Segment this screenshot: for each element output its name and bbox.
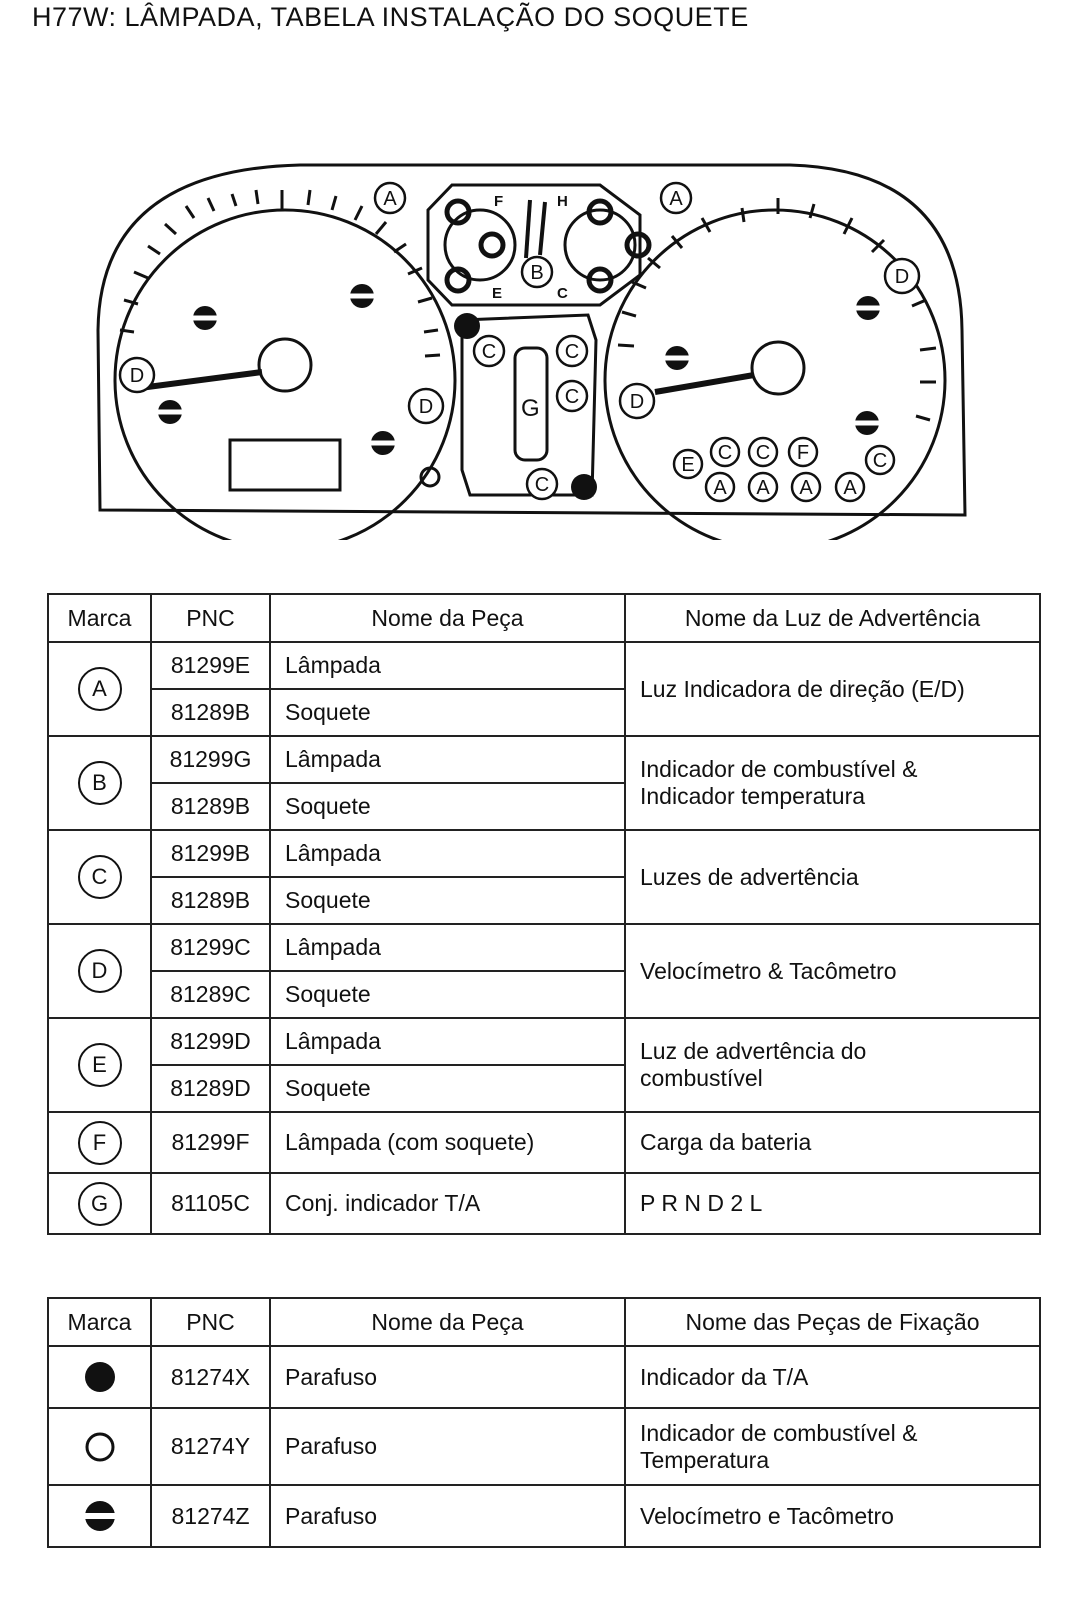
part-name-cell: Soquete — [270, 783, 625, 830]
mark-g: G — [78, 1182, 122, 1226]
callout-A — [749, 473, 777, 501]
warning-light-cell: Luz Indicadora de direção (E/D) — [625, 642, 1040, 736]
lcd-display — [230, 440, 340, 490]
part-name-cell: Soquete — [270, 877, 625, 924]
pnc-cell: 81274X — [151, 1346, 270, 1408]
part-name-cell: Lâmpada — [270, 924, 625, 971]
cluster-housing — [98, 165, 965, 515]
col-header-mark: Marca — [48, 594, 151, 642]
part-name-cell: Soquete — [270, 1065, 625, 1112]
callout-D — [620, 384, 654, 418]
part-name-cell: Soquete — [270, 689, 625, 736]
warning-light-cell: Indicador de combustível & Indicador temperatura — [625, 736, 1040, 830]
warning-light-cell: Carga da bateria — [625, 1112, 1040, 1173]
col-header-mark: Marca — [48, 1298, 151, 1346]
svg-text:F: F — [796, 442, 810, 464]
callout-C — [711, 438, 739, 466]
svg-text:E: E — [681, 454, 695, 476]
page-title: H77W: LÂMPADA, TABELA INSTALAÇÃO DO SOQUETE — [32, 2, 749, 32]
open-circle-icon — [82, 1429, 118, 1465]
mark-d: D — [78, 949, 122, 993]
pnc-cell: 81274Y — [151, 1408, 270, 1485]
svg-text:A: A — [383, 188, 397, 210]
pnc-cell: 81299G — [151, 736, 270, 783]
part-name-cell: Lâmpada — [270, 1018, 625, 1065]
callout-E — [674, 450, 702, 478]
speedometer-ticks — [618, 198, 936, 420]
callout-A — [792, 473, 820, 501]
tachometer-ticks — [120, 190, 440, 356]
col-header-pnc: PNC — [151, 1298, 270, 1346]
warning-light-cell: Luzes de advertência — [625, 830, 1040, 924]
svg-text:A: A — [713, 477, 727, 499]
callout-A — [836, 473, 864, 501]
pnc-cell: 81289B — [151, 877, 270, 924]
svg-text:C: C — [481, 341, 497, 363]
table-row — [48, 1408, 1040, 1485]
svg-text:D: D — [129, 365, 145, 387]
part-name-cell: Conj. indicador T/A — [270, 1173, 625, 1234]
pnc-cell: 81289B — [151, 783, 270, 830]
table-row — [48, 1346, 1040, 1408]
part-name-cell: Lâmpada — [270, 736, 625, 783]
pnc-cell: 81289B — [151, 689, 270, 736]
part-name-cell: Parafuso — [270, 1408, 625, 1485]
gauge-letter-C: C — [557, 285, 568, 302]
slotted-screws — [158, 284, 880, 455]
callout-C — [474, 336, 504, 366]
mark-a: A — [78, 667, 122, 711]
svg-text:A: A — [799, 477, 813, 499]
col-header-part-name: Nome da Peça — [270, 1298, 625, 1346]
pnc-cell: 81299D — [151, 1018, 270, 1065]
warning-light-cell: Luz de advertência do combustível — [625, 1018, 1040, 1112]
pnc-cell: 81299B — [151, 830, 270, 877]
callout-D — [885, 259, 919, 293]
svg-text:C: C — [717, 442, 733, 464]
screw-filled — [454, 313, 480, 339]
mark-f: F — [78, 1121, 122, 1165]
table-row — [48, 1173, 1040, 1234]
warning-light-cell: P R N D 2 L — [625, 1173, 1040, 1234]
part-name-cell: Lâmpada — [270, 642, 625, 689]
part-name-cell: Lâmpada (com soquete) — [270, 1112, 625, 1173]
svg-text:D: D — [629, 391, 645, 413]
svg-text:B: B — [530, 262, 544, 284]
col-header-fixing-parts: Nome das Peças de Fixação — [625, 1298, 1040, 1346]
table-row — [48, 924, 1040, 971]
pnc-cell: 81299E — [151, 642, 270, 689]
table-row — [48, 1485, 1040, 1547]
screw-filled — [571, 474, 597, 500]
speedometer-hub — [752, 342, 804, 394]
table-row — [48, 736, 1040, 783]
warning-light-cell: Velocímetro & Tacômetro — [625, 924, 1040, 1018]
pnc-cell: 81289C — [151, 971, 270, 1018]
svg-text:A: A — [756, 477, 770, 499]
part-name-cell: Soquete — [270, 971, 625, 1018]
callout-F — [789, 438, 817, 466]
col-header-part-name: Nome da Peça — [270, 594, 625, 642]
callout-A — [706, 473, 734, 501]
table-row — [48, 1018, 1040, 1065]
gauge-letter-F: F — [494, 193, 504, 210]
mark-e: E — [78, 1043, 122, 1087]
part-name-cell: Parafuso — [270, 1346, 625, 1408]
filled-circle-icon — [82, 1359, 118, 1395]
svg-text:C: C — [872, 450, 888, 472]
pnc-cell: 81105C — [151, 1173, 270, 1234]
callout-C — [557, 381, 587, 411]
callout-D — [120, 358, 154, 392]
mark-b: B — [78, 761, 122, 805]
mark-c: C — [78, 855, 122, 899]
svg-text:A: A — [843, 477, 857, 499]
pnc-cell: 81274Z — [151, 1485, 270, 1547]
screw-table — [47, 1297, 1041, 1548]
pnc-cell: 81299C — [151, 924, 270, 971]
col-header-warning-light: Nome da Luz de Advertência — [625, 594, 1040, 642]
instrument-cluster-diagram — [0, 150, 1084, 540]
svg-text:C: C — [564, 341, 580, 363]
callout-A — [375, 183, 405, 213]
slotted-circle-icon — [82, 1498, 118, 1534]
fixing-part-cell: Indicador de combustível & Temperatura — [625, 1408, 1040, 1485]
svg-text:C: C — [755, 442, 771, 464]
callout-B — [522, 257, 552, 287]
table-row — [48, 642, 1040, 689]
svg-text:A: A — [669, 188, 683, 210]
bulb-socket-table — [47, 593, 1041, 1235]
fixing-part-cell: Indicador da T/A — [625, 1346, 1040, 1408]
callout-C — [866, 446, 894, 474]
pnc-cell: 81299F — [151, 1112, 270, 1173]
fixing-part-cell: Velocímetro e Tacômetro — [625, 1485, 1040, 1547]
callout-C — [749, 438, 777, 466]
callout-C — [527, 469, 557, 499]
svg-text:C: C — [564, 386, 580, 408]
pnc-cell: 81289D — [151, 1065, 270, 1112]
callout-C — [557, 336, 587, 366]
part-name-cell: Parafuso — [270, 1485, 625, 1547]
svg-text:D: D — [894, 266, 910, 288]
part-name-cell: Lâmpada — [270, 830, 625, 877]
tachometer-hub — [259, 339, 311, 391]
col-header-pnc: PNC — [151, 594, 270, 642]
gear-label-G: G — [521, 395, 540, 422]
table-row — [48, 830, 1040, 877]
callout-A — [661, 183, 691, 213]
svg-text:D: D — [418, 396, 434, 418]
gauge-letter-E: E — [492, 285, 503, 302]
table-row — [48, 1112, 1040, 1173]
svg-text:C: C — [534, 474, 550, 496]
callout-D — [409, 389, 443, 423]
gauge-letter-H: H — [557, 193, 568, 210]
